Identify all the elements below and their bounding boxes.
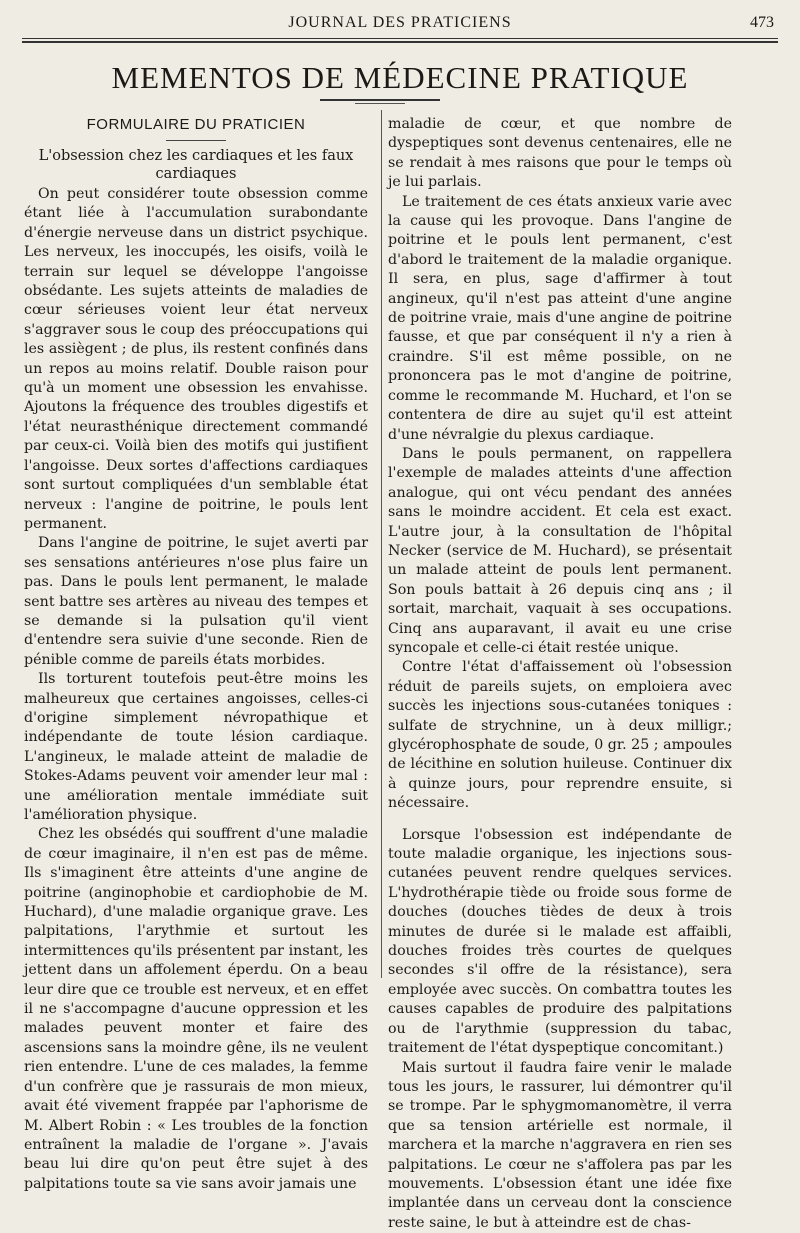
page-title: MEMENTOS DE MÉDECINE PRATIQUE: [22, 60, 778, 96]
paragraph: Contre l'état d'affaissement où l'obsession réduit de pareils sujets, on emploiera avec succès les injections sous-cutanées toniques : sulfate de strychnine, un à deux milligr.; glycérophosphate de soude, 0 gr. 25 ; ampoules de lécithine en solution huileuse. Continuer dix à quinze jours, pour reprendre ensuite, si nécessaire.: [388, 658, 732, 813]
paragraph: Le traitement de ces états anxieux varie avec la cause qui les provoque. Dans l'angine de poitrine et le pouls lent permanent, c'est d'abord le traitement de la maladie organique. Il sera, en plus, sage d'affirmer à tout angineux, qu'il n'est pas atteint d'une angine de poitrine vraie, mais d'une angine de poitrine fausse, et que par conséquent il n'y a rien à craindre. S'il est même possible, on ne prononcera pas le mot d'angine de poitrine, comme le recommande M. Huchard, et l'on se contentera de dire au sujet qu'il est atteint d'une névralgie du plexus cardiaque.: [388, 193, 732, 445]
header-rule: [22, 38, 778, 39]
header-rule-thick: [22, 41, 778, 43]
section-title: FORMULAIRE DU PRATICIEN: [24, 115, 368, 135]
title-ornament: [320, 99, 440, 101]
paragraph: Chez les obsédés qui souffrent d'une maladie de cœur imaginaire, il n'en est pas de même. Ils s'imaginent être atteints d'une angine de poitrine (anginophobie et cardiophobie de M. Huchard), d'une maladie organique grave. Les palpitations, l'arythmie et surtout les intermittences qu'ils présentent par instant, les jettent dans un affolement éperdu. On a beau leur dire que ce trouble est nerveux, et en effet il ne s'accompagne d'aucune oppression et les malades peuvent monter et faire des ascensions sans la moindre gêne, ils ne veulent rien entendre. L'une de ces malades, la femme d'un confrère que je rassurais de mon mieux, avait été vivement frappée par l'aphorisme de M. Albert Robin : « Les troubles de la fonction entraînent la maladie de l'organe ». J'avais beau lui dire qu'on peut être sujet à des palpitations toute sa vie sans avoir jamais une: [24, 825, 368, 1194]
section-rule: [166, 140, 226, 141]
paragraph: Dans l'angine de poitrine, le sujet averti par ses sensations antérieures n'ose plus faire un pas. Dans le pouls lent permanent, le malade sent battre ses artères au niveau des tempes et se demande si la pulsation qu'il vient d'entendre sera suivie d'une seconde. Rien de pénible comme de pareils états morbides.: [24, 534, 368, 670]
paragraph: Dans le pouls permanent, on rappellera l'exemple de malades atteints d'une affection analogue, qui ont vécu pendant des années sans le moindre accident. Et cela est exact. L'autre jour, à la consultation de l'hôpital Necker (service de M. Huchard), se présentait un malade atteint de pouls lent permanent. Son pouls battait à 26 depuis cinq ans ; il sortait, marchait, vaquait à ses occupations. Cinq ans auparavant, il avait eu une crise syncopale et celle-ci était restée unique.: [388, 445, 732, 658]
paragraph: Lorsque l'obsession est indépendante de toute maladie organique, les injections sous-cutanées peuvent rendre quelques services. L'hydrothérapie tiède ou froide sous forme de douches (douches tièdes de deux à trois minutes de durée si le malade est affaibli, douches froides très courtes de quelques secondes s'il offre de la résistance), sera employée avec succès. On combattra toutes les causes capables de produire des palpitations ou de l'arythmie (suppression du tabac, traitement de l'état dyspeptique concomitant.): [388, 826, 732, 1059]
article-title: L'obsession chez les cardiaques et les faux cardiaques: [34, 147, 358, 183]
running-header: [22, 10, 778, 34]
title-ornament-small: [355, 103, 405, 104]
paragraph: Mais surtout il faudra faire venir le malade tous les jours, le rassurer, lui démontrer qu'il se trompe. Par le sphygmomanomètre, il verra que sa tension artérielle est normale, il marchera et la marche n'aggravera en rien ses palpitations. Le cœur ne s'affolera pas par les mouvements. L'obsession étant une idée fixe implantée dans un cerveau dont la conscience reste saine, le but à atteindre est de chas-: [388, 1059, 732, 1233]
paragraph: Ils torturent toutefois peut-être moins les malheureux que certaines angoisses, celles-ci d'origine simplement névropathique et indépendante de toute lésion cardiaque. L'angineux, le malade atteint de maladie de Stokes-Adams peuvent voir amender leur mal : une amélioration mentale immédiate suit l'amélioration physique.: [24, 670, 368, 825]
right-column: [388, 115, 732, 1233]
column-divider: [381, 110, 382, 978]
paragraph-gap: [388, 814, 732, 826]
page-number: 473: [750, 14, 774, 32]
journal-name: JOURNAL DES PRATICIENS: [22, 14, 778, 32]
left-column: [24, 115, 368, 1194]
paragraph: maladie de cœur, et que nombre de dyspeptiques sont devenus centenaires, elle ne se rendait à mes raisons que pour le temps où je lui parlais.: [388, 115, 732, 193]
paragraph: On peut considérer toute obsession comme étant liée à l'accumulation surabondante d'énergie nerveuse dans un district psychique. Les nerveux, les inoccupés, les oisifs, voilà le terrain sur lequel se développe l'angoisse obsédante. Les sujets atteints de maladies de cœur sérieuses voient leur état nerveux s'aggraver sous le coup des préoccupations qui les assiègent ; de plus, ils restent confinés dans un repos au moins relatif. Double raison pour qu'à un moment une obsession les envahisse. Ajoutons la fréquence des troubles digestifs et l'état neurasthénique directement commandé par ceux-ci. Voilà bien des motifs qui justifient l'angoisse. Deux sortes d'affections cardiaques sont surtout compliquées d'un semblable état nerveux : l'angine de poitrine, le pouls lent permanent.: [24, 185, 368, 534]
